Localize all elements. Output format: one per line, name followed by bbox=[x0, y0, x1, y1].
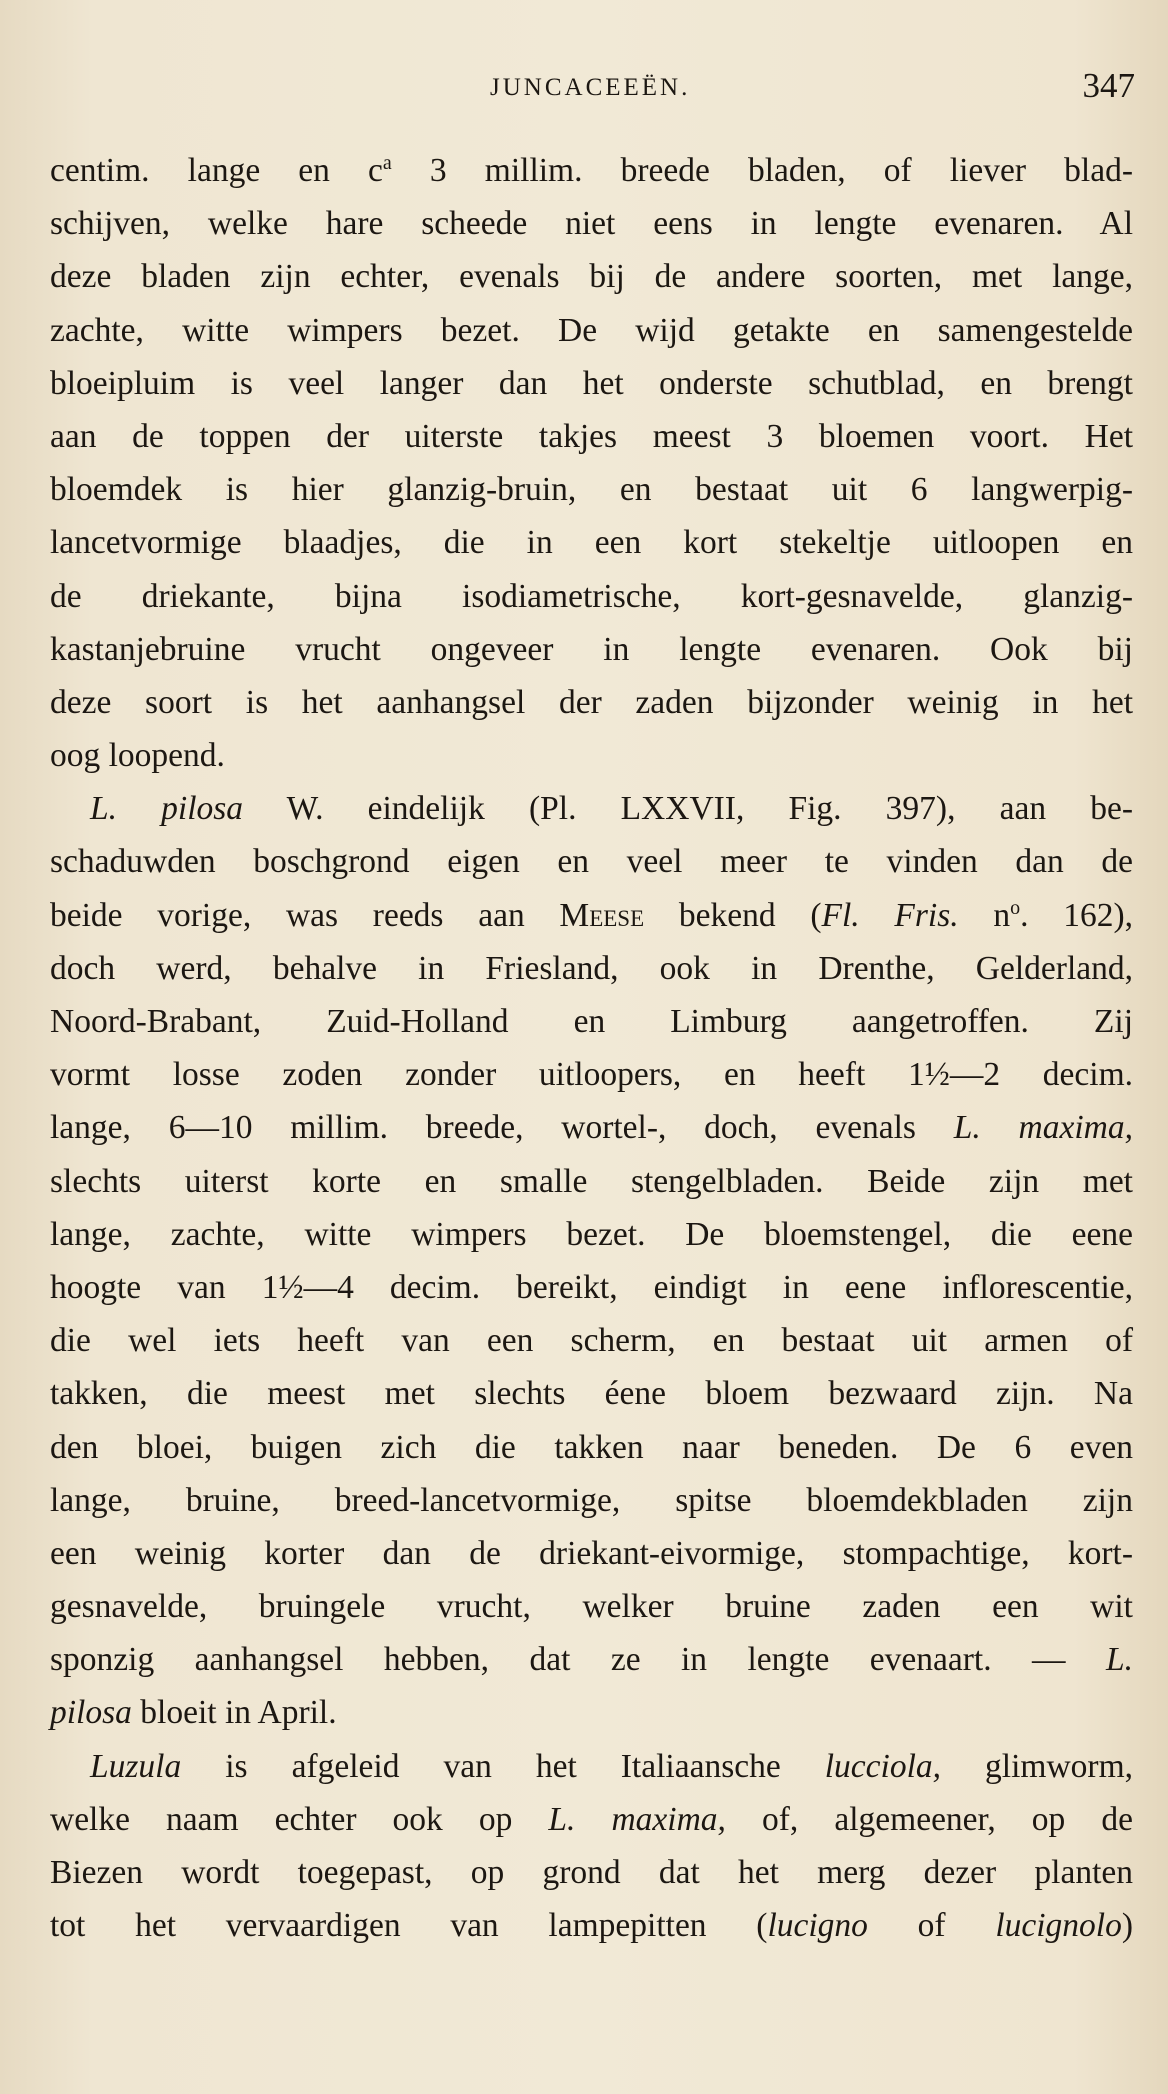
italic-text: lucigno bbox=[767, 1907, 868, 1945]
text-segment: de driekante, bijna isodiametrische, kort-gesnavelde, glanzig- bbox=[50, 577, 1133, 615]
text-segment: of bbox=[867, 1907, 996, 1945]
text-segment: centim. lange en c bbox=[50, 152, 383, 189]
text-segment: bloeit in April. bbox=[131, 1694, 337, 1732]
text-line bbox=[50, 1474, 1133, 1527]
text-segment: ) bbox=[1121, 1907, 1134, 1945]
smallcaps-text: Meese bbox=[559, 896, 645, 934]
text-segment: Biezen wordt toegepast, op grond dat het merg dezer planten bbox=[50, 1854, 1133, 1891]
italic-text: Fl. Fris. bbox=[821, 896, 959, 934]
text-line bbox=[50, 835, 1133, 888]
superscript-text: o bbox=[1010, 896, 1021, 919]
text-segment: vormt losse zoden zonder uitloopers, en heeft 1½—2 decim. bbox=[50, 1056, 1133, 1094]
italic-text: lucignolo bbox=[995, 1907, 1122, 1945]
text-segment: glimworm, bbox=[941, 1747, 1134, 1785]
text-segment: lange, zachte, witte wimpers bezet. De bloemstengel, die eene bbox=[50, 1215, 1133, 1253]
text-line bbox=[50, 1261, 1133, 1314]
italic-text: L. maxima, bbox=[953, 1109, 1133, 1147]
text-segment: is afgeleid van het Italiaansche bbox=[181, 1747, 825, 1785]
text-segment: Noord-Brabant, Zuid-Holland en Limburg aangetroffen. Zij bbox=[50, 1003, 1133, 1040]
text-segment: deze soort is het aanhangsel der zaden bijzonder weinig in het bbox=[50, 683, 1133, 721]
text-line bbox=[50, 144, 1133, 197]
text-segment: hoogte van 1½—4 decim. bereikt, eindigt in eene inflorescentie, bbox=[50, 1268, 1133, 1306]
text-line bbox=[50, 1686, 1133, 1739]
superscript-text: a bbox=[382, 152, 392, 174]
text-line bbox=[50, 623, 1133, 676]
text-line bbox=[50, 782, 1133, 835]
text-line bbox=[50, 676, 1133, 729]
text-line bbox=[50, 1793, 1133, 1846]
text-line bbox=[50, 995, 1133, 1048]
text-line bbox=[50, 889, 1133, 942]
text-line bbox=[50, 1899, 1133, 1952]
italic-text: L. pilosa bbox=[90, 790, 244, 828]
text-line bbox=[50, 570, 1133, 623]
text-segment: slechts uiterst korte en smalle stengelbladen. Beide zijn met bbox=[50, 1162, 1133, 1200]
text-line bbox=[50, 410, 1133, 463]
italic-text: lucciola, bbox=[824, 1747, 942, 1785]
italic-text: L. bbox=[1105, 1641, 1133, 1679]
text-segment: tot het vervaardigen van lampepitten ( bbox=[50, 1907, 768, 1945]
text-segment: zachte, witte wimpers bezet. De wijd getakte en samengestelde bbox=[50, 311, 1133, 349]
text-line bbox=[50, 1527, 1133, 1580]
text-segment: die wel iets heeft van een scherm, en bestaat uit armen of bbox=[50, 1322, 1133, 1360]
text-segment: 3 millim. breede bladen, of liever blad- bbox=[391, 152, 1133, 189]
text-line bbox=[50, 729, 1133, 782]
text-segment: lancetvormige blaadjes, die in een kort stekeltje uitloopen en bbox=[50, 524, 1133, 562]
text-segment: oog loopend. bbox=[50, 737, 225, 775]
text-segment: beide vorige, was reeds aan bbox=[50, 896, 560, 934]
text-segment: takken, die meest met slechts éene bloem bezwaard zijn. Na bbox=[50, 1375, 1133, 1413]
running-head: JUNCACEEËN. bbox=[490, 74, 691, 101]
page-header bbox=[50, 66, 1135, 116]
text-segment: kastanjebruine vrucht ongeveer in lengte evenaren. Ook bij bbox=[50, 630, 1133, 668]
page-number: 347 bbox=[1082, 66, 1135, 105]
text-segment: schijven, welke hare scheede niet eens in lengte evenaren. Al bbox=[50, 205, 1133, 243]
text-line bbox=[50, 1580, 1133, 1633]
text-segment: . 162), bbox=[1020, 896, 1133, 934]
text-line bbox=[50, 357, 1133, 410]
text-segment: aan de toppen der uiterste takjes meest 3 bloemen voort. Het bbox=[50, 417, 1133, 455]
text-segment: of, algemeener, op de bbox=[725, 1800, 1133, 1838]
text-line bbox=[50, 1155, 1133, 1208]
text-line bbox=[50, 516, 1133, 569]
text-line bbox=[50, 463, 1133, 516]
text-line bbox=[50, 250, 1133, 303]
italic-text: Luzula bbox=[90, 1747, 182, 1785]
text-line bbox=[50, 1740, 1133, 1793]
text-line bbox=[50, 1208, 1133, 1261]
text-line bbox=[50, 197, 1133, 250]
text-line bbox=[50, 942, 1133, 995]
text-line bbox=[50, 1101, 1133, 1154]
body-text bbox=[50, 144, 1133, 1952]
text-line bbox=[50, 1633, 1133, 1686]
text-line bbox=[50, 1314, 1133, 1367]
text-segment: W. eindelijk (Pl. LXXVII, Fig. 397), aan be- bbox=[243, 790, 1133, 828]
text-segment: een weinig korter dan de driekant-eivormige, stompachtige, kort- bbox=[50, 1534, 1133, 1572]
text-line bbox=[50, 1367, 1133, 1420]
text-segment: lange, 6—10 millim. breede, wortel-, doch, evenals bbox=[50, 1109, 954, 1147]
text-segment: den bloei, buigen zich die takken naar beneden. De 6 even bbox=[50, 1428, 1133, 1466]
text-segment: deze bladen zijn echter, evenals bij de andere soorten, met lange, bbox=[50, 258, 1133, 296]
text-segment: bekend ( bbox=[644, 896, 822, 934]
text-line bbox=[50, 1846, 1133, 1899]
text-segment: welke naam echter ook op bbox=[50, 1800, 549, 1838]
text-segment: sponzig aanhangsel hebben, dat ze in lengte evenaart. — bbox=[50, 1641, 1106, 1679]
text-segment: schaduwden boschgrond eigen en veel meer te vinden dan de bbox=[50, 843, 1133, 881]
text-line bbox=[50, 1421, 1133, 1474]
italic-text: pilosa bbox=[50, 1694, 132, 1732]
text-segment: bloemdek is hier glanzig-bruin, en bestaat uit 6 langwerpig- bbox=[50, 471, 1133, 509]
text-segment: lange, bruine, breed-lancetvormige, spitse bloemdekbladen zijn bbox=[50, 1481, 1133, 1519]
text-line bbox=[50, 304, 1133, 357]
text-segment: doch werd, behalve in Friesland, ook in Drenthe, Gelderland, bbox=[50, 949, 1133, 987]
text-segment: n bbox=[958, 896, 1011, 934]
text-segment: bloeipluim is veel langer dan het onderste schutblad, en brengt bbox=[50, 364, 1133, 402]
text-line bbox=[50, 1048, 1133, 1101]
italic-text: L. maxima, bbox=[548, 1800, 726, 1838]
text-segment: gesnavelde, bruingele vrucht, welker bruine zaden een wit bbox=[50, 1588, 1133, 1626]
